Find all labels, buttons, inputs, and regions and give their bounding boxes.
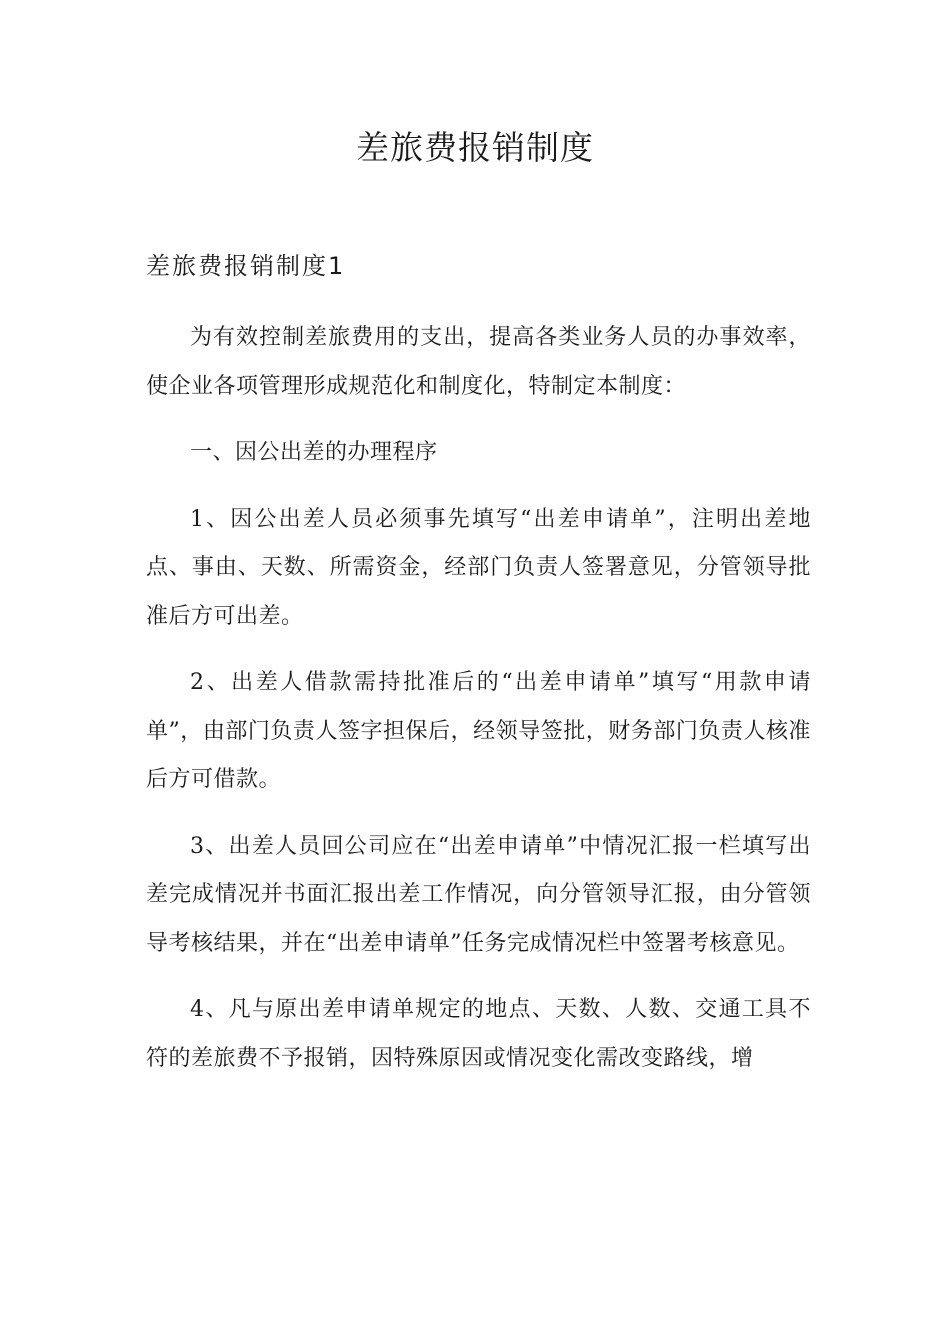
paragraph-intro: 为有效控制差旅费用的支出，提高各类业务人员的办事效率，使企业各项管理形成规范化和制度化，特制定本制度： — [146, 325, 811, 399]
paragraph-item-2: 2、出差人借款需持批准后的“出差申请单”填写“用款申请单”，由部门负责人签字担保后，经领导签批，财务部门负责人核准后方可借款。 — [146, 670, 811, 792]
paragraph-item-4: 4、凡与原出差申请单规定的地点、天数、人数、交通工具不符的差旅费不予报销，因特殊原因或情况变化需改变路线，增 — [146, 997, 811, 1071]
paragraph-item-3: 3、出差人员回公司应在“出差申请单”中情况汇报一栏填写出差完成情况并书面汇报出差工作情况，向分管领导汇报，由分管领导考核结果，并在“出差申请单”任务完成情况栏中签署考核意见。 — [146, 833, 811, 956]
document-body — [146, 314, 811, 1101]
paragraph-section-one: 一、因公出差的办理程序 — [190, 440, 438, 465]
paragraph-item-1: 1、因公出差人员必须事先填写“出差申请单”，注明出差地点、事由、天数、所需资金，经部门负责人签署意见，分管领导批准后方可出差。 — [146, 506, 811, 629]
section-heading: 差旅费报销制度1 — [146, 252, 346, 280]
document-title: 差旅费报销制度 — [356, 128, 594, 167]
